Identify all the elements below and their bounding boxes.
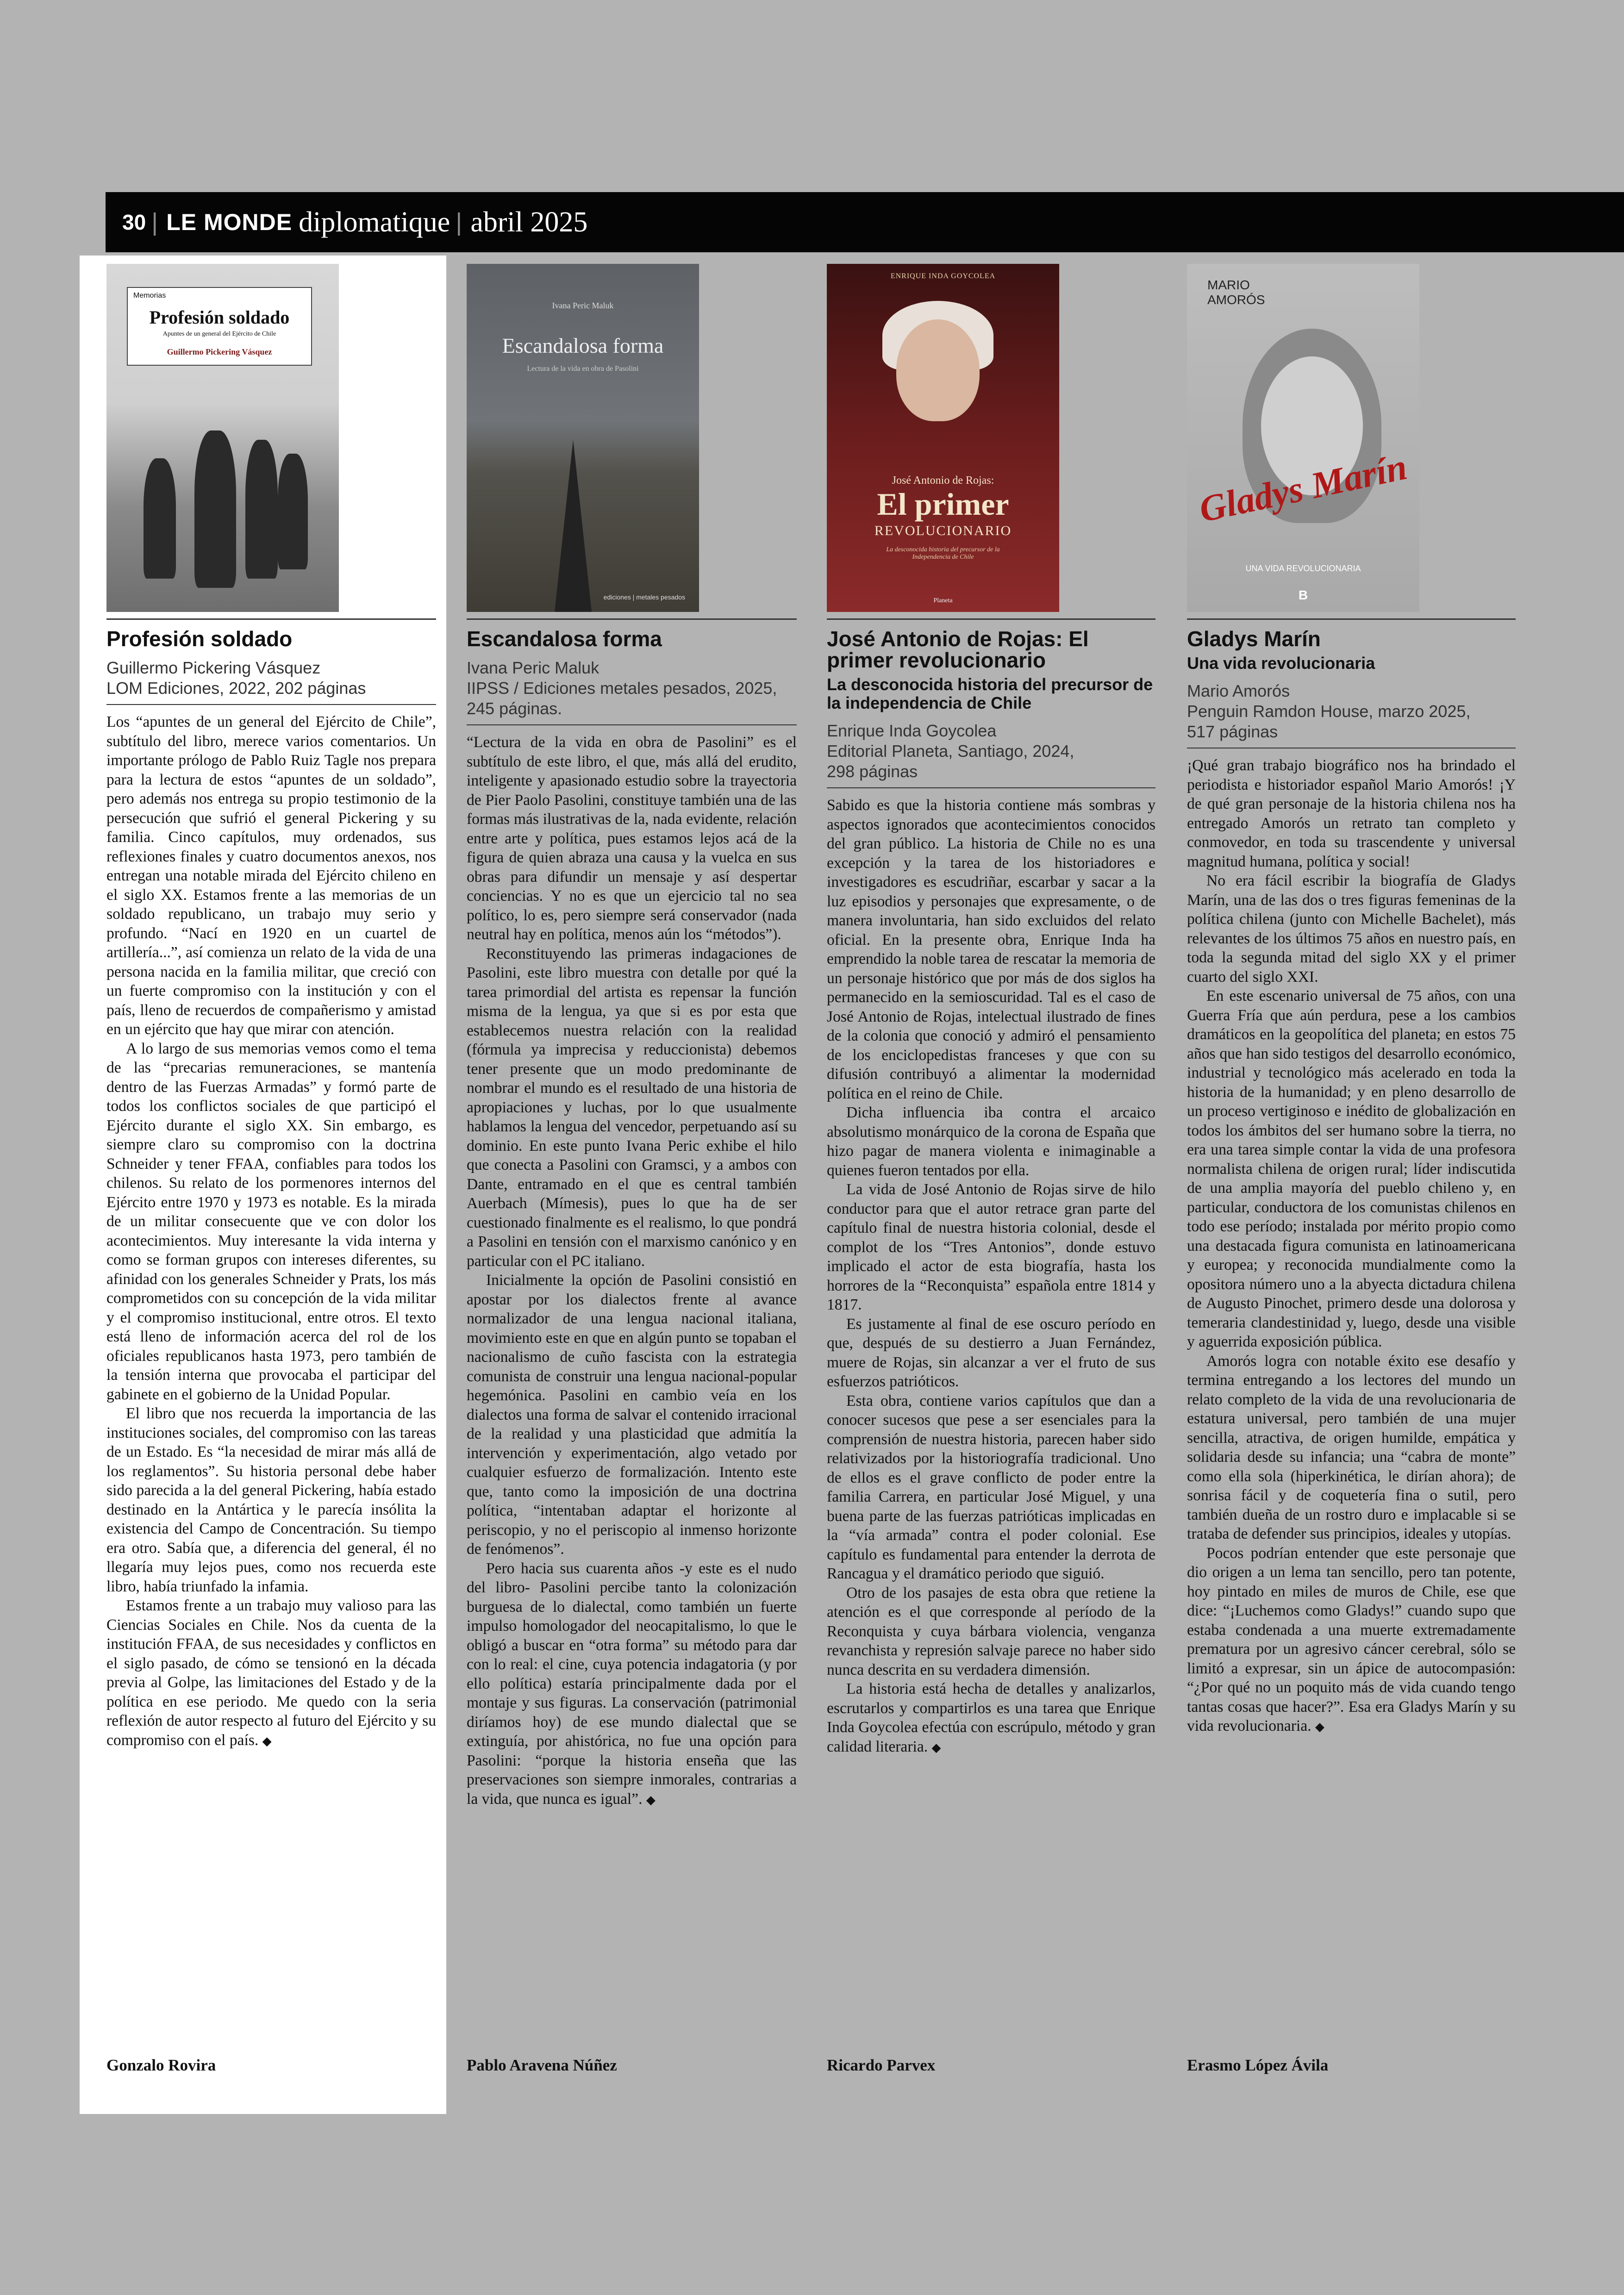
reviewer-signature: Erasmo López Ávila — [1187, 2056, 1329, 2074]
cover-title-2: REVOLUCIONARIO — [874, 523, 1012, 538]
review-paragraph: El libro que nos recuerda la importancia de las instituciones sociales, del compromiso con las tareas de un Estado. Es “la necesidad de mirar más allá de los reglamentos”. Su historia personal debe haber sido parecida a la del general Pickering, había estado destinado en la Antártica y le parecía insólita la existencia del Campo de Concentración. Su tiempo era otro. Sabía que, a diferencia del general, él no llegaría muy lejos pues, como nos recuerda este libro, había triunfado la infamia. — [106, 1405, 436, 1595]
review-paragraph: En este escenario universal de 75 años, con una Guerra Fría que aún perdura, pese a los cambios dramáticos en la geopolítica del planeta; en estos 75 años que han sido testigos del desarrollo económico, industrial y tecnológico más acelerado en toda la historia de la humanidad; y en pleno desarrollo de un proceso vertiginoso e inédito de globalización en todos los ámbitos del ser humano sobre la tierra, no era una tarea simple contar la vida de una profesora normalista chilena de origen rural; líder indiscutida de una amplia mayoría del pueblo chileno y, en particular, conductora de los comunistas chilenos en todo ese período; instalada por mérito propio como una destacada figura comunista en latinoamericana y europea; y reconocida mundialmente como la opositora número uno a la abyecta dictadura chilena de Augusto Pinochet, primero desde una dolorosa y temeraria clandestinidad y, luego, desde una visible y aguerrida exposición pública. — [1187, 987, 1516, 1350]
cover-publisher: ediciones | metales pesados — [603, 593, 685, 601]
cover-author: MARIO AMORÓS — [1207, 278, 1265, 307]
book-publisher: Editorial Planeta, Santiago, 2024, — [827, 742, 1074, 761]
end-mark-icon: ◆ — [646, 1793, 656, 1807]
cover-author: ENRIQUE INDA GOYCOLEA — [890, 272, 996, 280]
book-publisher: Penguin Ramdon House, marzo 2025, — [1187, 702, 1471, 721]
review-paragraph: Inicialmente la opción de Pasolini consistió en apostar por los dialectos frente al avance normalizador de una lengua nacional italiana, movimiento este en que en algún punto se topaban el nacionalismo de cuño fascista con la estrategia comunista de construir una lengua nacional-popular hegemónica. Pasolini en cambio veía en los dialectos una forma de salvar el contenido irracional de la realidad y una plasticidad que admitía la intervención y experimentación, algo vetado por cualquier esfuerzo de formalización. Intento este que, tanto como la imposición de una doctrina política, “intentaban adaptar el horizonte al periscopio, y no el periscopio al inmenso horizonte de fenómenos”. — [467, 1272, 797, 1558]
cover-title: Profesión soldado — [149, 307, 290, 328]
cover-title: Escandalosa forma — [502, 334, 664, 357]
review-paragraph: Otro de los pasajes de esta obra que retiene la atención es el que corresponde al período de la Reconquista y cuya bárbara violencia, venganza revanchista y represión salvaje parece no haber sido nunca descrita en su verdadera dimensión. — [827, 1584, 1156, 1678]
end-mark-icon: ◆ — [262, 1734, 272, 1748]
cover-pretitle: José Antonio de Rojas: — [892, 474, 994, 486]
masthead-separator: | — [151, 208, 158, 236]
cover-author: Guillermo Pickering Vásquez — [167, 347, 272, 356]
cover-subtitle: UNA VIDA REVOLUCIONARIA — [1245, 564, 1361, 573]
soldier-figure — [245, 440, 278, 579]
divider — [467, 618, 797, 620]
issue-date: abril 2025 — [470, 206, 588, 238]
book-pages: 298 páginas — [827, 762, 918, 781]
cover-subtitle: Apuntes de un general del Ejército de Chile — [162, 331, 276, 337]
review-paragraph-text: La historia está hecha de detalles y analizarlos, escrutarlos y compartirlos es una tarea que Enrique Inda Goycolea efectúa con escrúpulo, método y gran calidad literaria. — [827, 1680, 1156, 1755]
review-column-4 — [1179, 256, 1527, 2074]
reviewer-signature: Pablo Aravena Núñez — [467, 2056, 617, 2074]
soldier-figure — [278, 454, 308, 569]
book-cover-image — [827, 264, 1059, 612]
review-paragraph: La vida de José Antonio de Rojas sirve de hilo conductor para que el autor retrace gran parte del capítulo final de nuestra historia colonial, desde el complot de los “Tres Antonios”, donde estuvo implicado el actor de esta biografía, hasta los horrores de la “Reconquista” española entre 1814 y 1817. — [827, 1181, 1156, 1313]
book-cover-image — [467, 264, 699, 612]
book-meta — [827, 721, 1156, 782]
brand-name: LE MONDE — [166, 209, 293, 235]
book-pages: 517 páginas — [1187, 722, 1278, 741]
road-illustration — [555, 440, 592, 612]
end-mark-icon: ◆ — [1315, 1720, 1324, 1734]
book-author: Mario Amorós — [1187, 681, 1290, 700]
review-body — [467, 733, 797, 1810]
review-paragraph: Es justamente al final de ese oscuro período en que, después de su destierro a Juan Fernández, muere de Rojas, sin alcanzar a ver el fruto de sus esfuerzos patrióticos. — [827, 1315, 1156, 1390]
book-title: Escandalosa forma — [467, 627, 662, 651]
cover-title-box — [127, 287, 312, 366]
book-meta — [1187, 681, 1516, 742]
review-paragraph: ¡Qué gran trabajo biográfico nos ha brindado el periodista e historiador español Mario Amorós! ¡Y de qué gran personaje de la historia chilena nos ha entregado Amorós un retrato tan completo y conmovedor, en toda su trascendente y universal magnitud humana, política y social! — [1187, 757, 1516, 870]
end-mark-icon: ◆ — [931, 1740, 941, 1755]
review-paragraph: Reconstituyendo las primeras indagaciones de Pasolini, este libro muestra con detalle por qué la tarea primordial del artista es repensar la función misma de la lengua, ya que si es por esta que establecemos nuestra relación con la realidad (fórmula ya imprecisa y reduccionista) debemos tener presente que un modo predominante de nombrar el mundo es el resultado de una historia de apropiaciones y luchas, por lo que usualmente hablamos la lengua del vencedor, perpetuando así su dominio. En este punto Ivana Peric exhibe el hilo que conecta a Pasolini con Gramsci, y a ambos con Dante, entramado en el que es central también Auerbach (Mímesis), pues lo que ha de ser cuestionado finalmente es el realismo, lo que pondrá a Pasolini en tensión con el marxismo canónico y en particular con el PC italiano. — [467, 945, 797, 1270]
portrait-face — [896, 319, 980, 421]
cover-publisher: Planeta — [933, 597, 953, 604]
review-paragraph: Esta obra, contiene varios capítulos que dan a conocer sucesos que pese a ser esenciales para la comprensión de nuestra historia, parecen haber sido relativizados por la historiografía tradicional. Uno de ellos es el grave conflicto de poder entre la familia Carrera, en particular José Miguel, y una buena parte de las fuerzas patrióticas implicadas en la “vía armada” contra el poder colonial. Ese capítulo es fundamental para entender la derrota de Rancagua y el dramático periodo que siguió. — [827, 1392, 1156, 1582]
review-paragraph: No era fácil escribir la biografía de Gladys Marín, una de las dos o tres figuras femeninas de la política chilena (junto con Michelle Bachelet), más relevantes de los últimos 75 años en nuestro país, en toda la segunda mitad del siglo XX y el primer cuarto del siglo XXI. — [1187, 872, 1516, 985]
book-subtitle: La desconocida historia del precursor de la independencia de Chile — [827, 675, 1153, 712]
divider — [1187, 618, 1516, 620]
soldier-figure — [194, 430, 236, 588]
brand-suffix: diplomatique — [299, 206, 450, 238]
book-publisher: IIPSS / Ediciones metales pesados, 2025, 245 páginas. — [467, 679, 777, 718]
book-title: Profesión soldado — [106, 627, 293, 651]
book-subtitle: Una vida revolucionaria — [1187, 654, 1375, 673]
cover-publisher: B — [1298, 588, 1308, 602]
book-cover-image — [1187, 264, 1419, 612]
soldier-figure — [144, 458, 176, 579]
review-paragraph: Amorós logra con notable éxito ese desafío y termina entregando a los lectores del mundo un relato completo de la vida de una revolucionaria de estatura universal, pero también de una mujer sencilla, atractiva, de origen humilde, empática y solidaria desde su infancia; una “cabra de monte” como ella sola (hiperkinética, le dirían ahora); de sonrisa fácil y de coquetería fina o sutil, pero también dueña de un rostro duro e implacable si se trataba de defender sus principios, ideales y utopías. — [1187, 1352, 1516, 1542]
review-paragraph: A lo largo de sus memorias vemos como el tema de las “precarias remuneraciones, se mantenía dentro de las Fuerzas Armadas” y formó parte de todos los conflictos sociales de que participó el Ejército durante el siglo XX. Sin embargo, es siempre claro su compromiso con la doctrina Schneider y tener FFAA, confiables para todos los chilenos. Su relato de los pormenores internos del Ejército entre 1970 y 1973 es notable. Es la mirada de un militar consecuente que ve con dolor los acontecimientos. Muy interesante la vida interna y como se forman grupos con intereses diferentes, su afinidad con los generales Schneider y Prats, los más comprometidos con su concepción de la vida militar y el compromiso institucional, entre otros. El texto está lleno de información acerca del rol de los oficiales republicanos hasta 1973, pero también de la tensión interna que provocaba el participar del gabinete en el gobierno de la Unidad Popular. — [106, 1040, 436, 1403]
review-paragraph: “Lectura de la vida en obra de Pasolini” es el subtítulo de este libro, el que, más allá del erudito, inteligente y apasionado estudio sobre la trayectoria de Pier Paolo Pasolini, constituye también una de las formas más ilustrativas de la, nada evidente, relación entre arte y política, pues estamos lejos acá de la figura de quien abraza una causa y la vuelca en sus obras para difundir un mensaje y así despertar conciencias. Y no es que un ejercicio tal no sea político, lo es, pero siempre será conservador (nada neutral hay en política, menos aún los “métodos”). — [467, 734, 797, 943]
cover-author: Ivana Peric Maluk — [552, 301, 614, 310]
reviewer-signature: Ricardo Parvex — [827, 2056, 936, 2074]
review-paragraph — [106, 1596, 436, 1751]
book-title: Gladys Marín — [1187, 627, 1321, 651]
book-publisher: LOM Ediciones, 2022, 202 páginas — [106, 679, 366, 698]
review-body — [106, 712, 436, 1751]
divider — [827, 787, 1156, 788]
review-paragraph-text: Estamos frente a un trabajo muy valioso para las Ciencias Sociales en Chile. Nos da cuenta de la institución FFAA, de sus necesidades y conflictos en el siglo pasado, de cómo se tensionó en la década previa al Golpe, las limitaciones del Estado y de la política en ese periodo. Me quedo con la seria reflexión de autor respecto al futuro del Ejército y su compromiso con el país. — [106, 1597, 436, 1749]
divider — [106, 618, 436, 620]
divider — [827, 618, 1156, 620]
review-paragraph — [827, 1679, 1156, 1758]
cover-series: Memorias — [133, 292, 166, 299]
cover-title: Gladys Marín — [1195, 446, 1411, 530]
review-paragraph: Sabido es que la historia contiene más sombras y aspectos ignorados que acontecimientos conocidos del gran público. La historia de Chile no es una excepción y la tarea de los historiadores e investigadores es escudriñar, escarbar y sacar a la luz episodios y personajes que expresamente, o de manera involuntaria, han sido excluidos del relato oficial. En la presente obra, Enrique Inda ha emprendido la noble tarea de rescatar la memoria de un personaje histórico que por más de dos siglos ha permanecido en la semioscuridad. Tal es el caso de José Antonio de Rojas, intelectual ilustrado de fines de la colonia que conoció y admiró el pensamiento de los enciclopedistas franceses y que con su difusión contribuyó a alimentar la modernidad política en el reino de Chile. — [827, 797, 1156, 1102]
book-cover-image — [106, 264, 339, 612]
cover-subtitle: Lectura de la vida en obra de Pasolini — [527, 365, 639, 373]
page-number: 30 — [122, 210, 146, 234]
book-meta — [106, 658, 436, 698]
review-body — [1187, 756, 1516, 1737]
book-author: Ivana Peric Maluk — [467, 658, 600, 677]
review-paragraph — [1187, 1544, 1516, 1737]
divider — [467, 724, 797, 725]
reviewer-signature: Gonzalo Rovira — [106, 2056, 216, 2074]
book-meta — [467, 658, 797, 719]
review-paragraph — [467, 1559, 797, 1810]
review-column-3 — [818, 256, 1167, 2074]
book-author: Enrique Inda Goycolea — [827, 721, 997, 740]
review-column-1 — [80, 256, 446, 2114]
review-paragraph: Los “apuntes de un general del Ejército de Chile”, subtítulo del libro, merece varios comentarios. Un importante prólogo de Pablo Ruiz Tagle nos prepara para la lectura de estos “apuntes de un soldado”, pero además nos entrega su propio testimonio de la persecución que sufrió el general Pickering y su familia. Cinco capítulos, muy ordenados, sus reflexiones finales y cuatro documentos anexos, nos entregan una notable mirada del Ejército chileno en el siglo XX. Estamos frente a las memorias de un soldado republicano, un trabajo muy serio y profundo. “Nací en 1920 en un cuartel de artillería...”, así comienza un relato de la vida de una persona nacida en la familia militar, que creció con un fuerte compromiso con la institución y con el país, lleno de recuerdos de compañerismo y amistad en un ejército que hay que mirar con atención. — [106, 713, 436, 1038]
book-author: Guillermo Pickering Vásquez — [106, 658, 321, 677]
masthead-separator: | — [456, 208, 462, 236]
review-column-2 — [458, 256, 808, 2074]
review-body — [827, 796, 1156, 1758]
review-paragraph-text: Pero hacia sus cuarenta años -y este es el nudo del libro- Pasolini percibe tanto la colonización burguesa de lo dialectal, como también un fuerte impulso homologador del neocapitalismo, lo que le obligó a buscar en “otra forma” su método para dar con lo real: el cine, cuya potencia indagatoria (y por ello política) estaría principalmente dada por el montaje y sus figuras. La conservación (patrimonial diríamos hoy) de ese mundo dialectal que se extinguía, por ahistórica, no fue una opción para Pasolini: “porque la historia enseña que las preservaciones son siempre inmorales, contrarias a la vida, que nunca es igual”. — [467, 1559, 797, 1808]
cover-title: El primer — [877, 486, 1009, 522]
cover-subtitle: La desconocida historia del precursor de la Independencia de Chile — [886, 546, 1000, 561]
review-paragraph: Dicha influencia iba contra el arcaico absolutismo monárquico de la corona de España que hizo pagar de manera violenta e inimaginable a quienes fueron tentados por ella. — [827, 1104, 1156, 1179]
divider — [106, 704, 436, 705]
masthead — [106, 192, 1624, 252]
review-paragraph-text: Pocos podrían entender que este personaje que dio origen a un lema tan sencillo, pero tan potente, hoy pintado en miles de muros de Chile, ese que dice: “¡Luchemos como Gladys!” cuando supo que estaba condenada a una muerte extremadamente prematura por un agresivo cáncer cerebral, sólo se limitó a expresar, sin un ápice de autocompasión: “¿Por qué no un poquito más de vida cuando tengo tantas cosas que hacer?”. Esa era Gladys Marín y su vida revolucionaria. — [1187, 1544, 1516, 1734]
book-title: José Antonio de Rojas: El primer revolucionario — [827, 627, 1089, 672]
